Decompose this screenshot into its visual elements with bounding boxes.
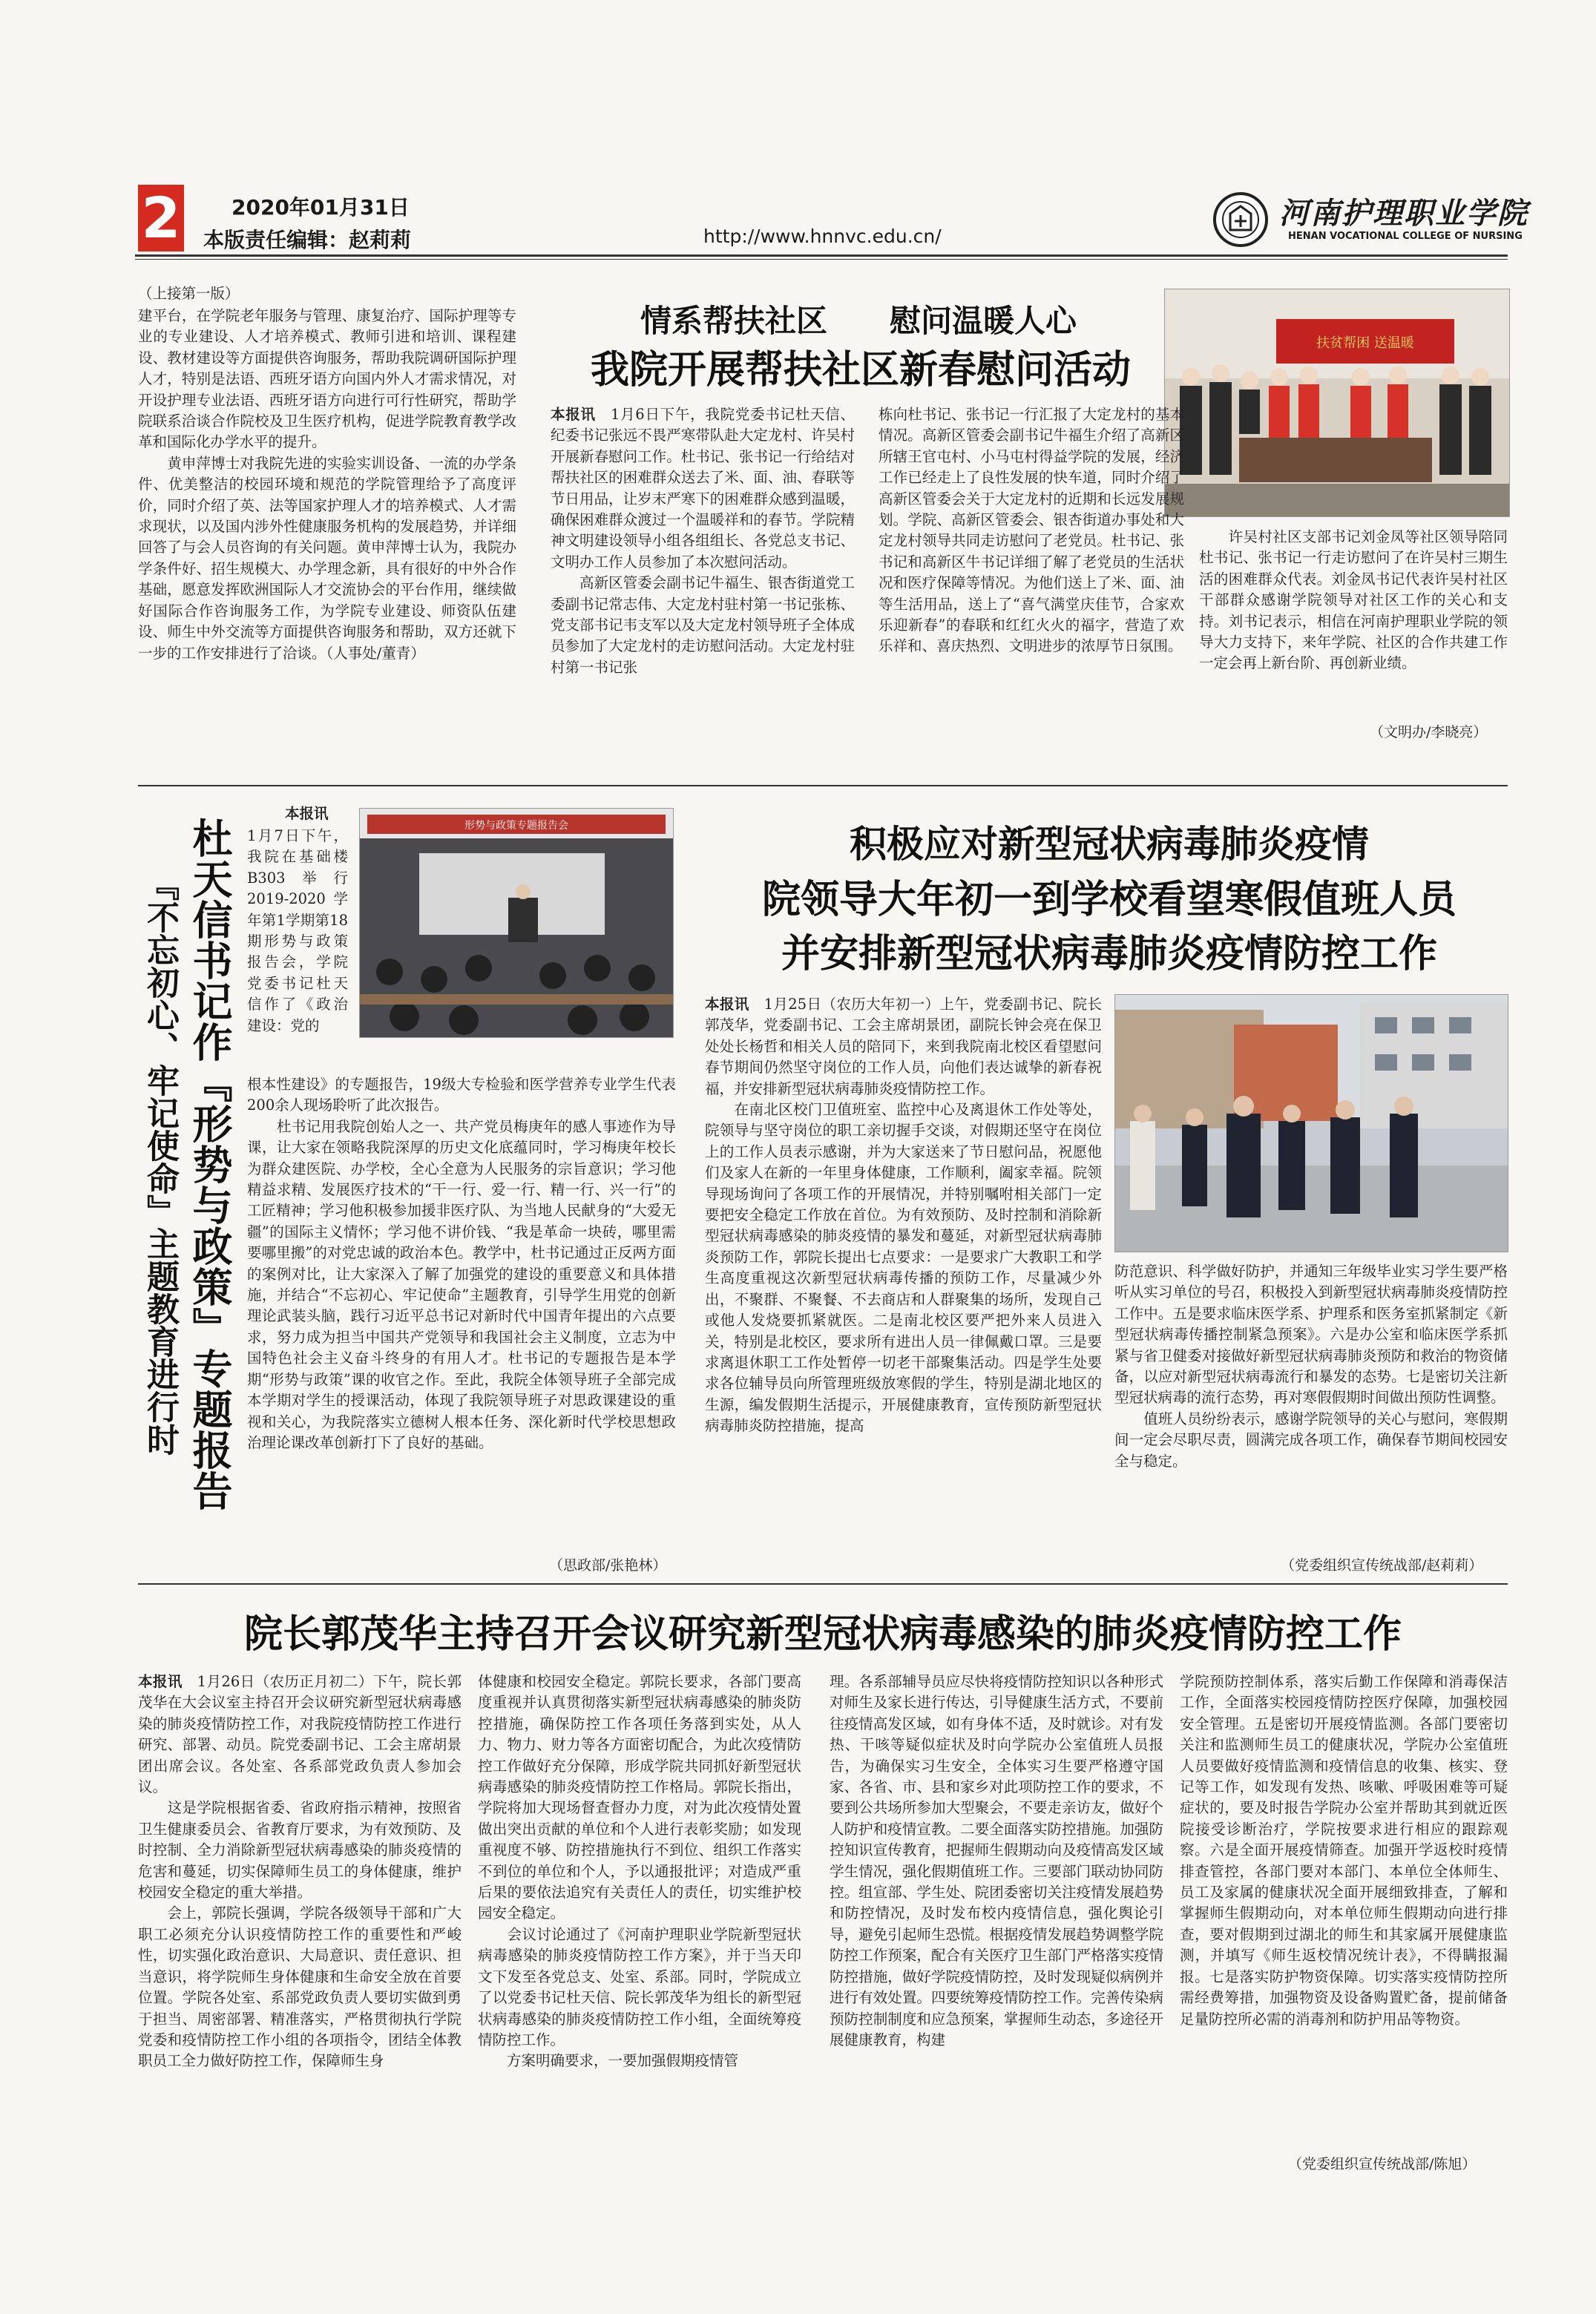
article4-col4: 学院预防控制体系，落实后勤工作保障和消毒保洁工作，全面落实校园疫情防控医疗保障，加强校园安全管理。五是密切开展疫情监测。各部门要密切关注和监测师生员工的健康状况，学院办公室值班人员要做好疫情监测和疫情信息的收集、核实、登记等工作，如发现有发热、咳嗽、呼吸困难等可疑症状的，要及时报告学院办公室并帮助其到就近医院接受诊断治疗，学院按要求进行相应的跟踪观察。六是全面开展疫情筛查。加强开学返校时疫情排查管控，各部门要对本部门、本单位全体师生、员工及家属的健康状况全面开展细致排查，了解和掌握师生假期动向，对本单位师生假期动向进行排查，要对假期到过湖北的师生和其家属开展健康监测，并填写《师生返校情况统计表》，不得瞒报漏报。七是落实防护物资保障。切实落实疫情防控所需经费筹措，加强物资及设备购置贮备，提前储备足量防控所必需的消毒剂和防护用品等物资。 [1180,1673,1508,2028]
photo-screen-text: 形势与政策专题报告会 [464,820,568,832]
article4-lead: 本报讯 [138,1673,183,1690]
school-logo-icon [1212,191,1269,248]
masthead-rule [135,254,1508,257]
article4-col3: 理。各系部辅导员应尽快将疫情防控知识以各种形式对师生及家长进行传达，引导健康生活方式，不要前往疫情高发区域，如有身体不适，及时就诊。对有发热、干咳等疑似症状及时向学院办公室值班人员报告，为确保实习生安全，全体实习生要严格遵守国家、各省、市、县和家乡对此项防控工作的要求，不要到公共场所参加大型聚会，不要走亲访友，做好个人防护和疫情宣教。二要全面落实防控措施。加强防控知识宣传教育，把握师生假期动向及疫情高发区域学生情况，强化假期值班工作。三要部门联动协同防控。组宣部、学生处、院团委密切关注疫情发展趋势和防控情况，及时发布校内疫情信息，强化舆论引导，避免引起师生恐慌。根据疫情发展趋势调整学院防控工作预案，配合有关医疗卫生部门严格落实疫情防控措施，做好学院疫情防控，及时发现疑似病例并进行有效处置。四要统筹疫情防控工作。完善传染病预防控制制度和应急预案，掌握师生动态，多途径开展健康教育，构建 [830,1673,1163,2048]
issue-date: 2020年01月31日 [231,195,410,220]
page-number: 2 [141,185,181,251]
article3-title1: 积极应对新型冠状病毒肺炎疫情 [850,823,1369,866]
article2-lead: 本报讯 [285,805,329,822]
article4-col1-text: 1月26日（农历正月初二）下午，院长郭茂华在大会议室主持召开会议研究新型冠状病毒感染的肺炎疫情防控工作，对我院疫情防控工作进行研究、部署、动员。院党委副书记、工会主席胡景团出席会议。各处室、各系部党政负责人参加会议。 这是学院根据省委、省政府指示精神，按照省卫生健康委员会、省教育厅要求，为有效预防、及时控制、全力消除新型冠状病毒感染的肺炎疫情的危害和蔓延，切实保障师生员工的身体健康，维护校园安全稳定的重大举措。 会上，郭院长强调，学院各级领导干部和广大职工必须充分认识疫情防控工作的重要性和严峻性，切实强化政治意识、大局意识、责任意识、担当意识，将学院师生身体健康和生命安全放在首要位置。学院各处室、系部党政负责人要切实做到勇于担当、周密部署、精准落实，严格贯彻执行学院党委和疫情防控工作小组的各项指令，团结全体教职员工全力做好防控工作，保障师生身 [138,1673,462,2070]
article1-col-c: 许吴村社区支部书记刘金凤等社区领导陪同杜书记、张书记一行走访慰问了在许吴村三期生活的困难群众代表。刘金凤书记代表许吴村社区干部群众感谢学院领导对社区工作的关心和支持。刘书记表示，相信在河南护理职业学院的领导大力支持下，来年学院、社区的合作共建工作一定会再上新台阶、再创新业绩。 [1199,528,1508,672]
article2-side: 1月7日下午，我院在基础楼B303举行2019-2020学年第1学期第18期形势与政策报告会，学院党委书记杜天信作了《政治建设：党的 [247,827,348,1034]
section-rule-2 [138,1583,1508,1585]
continued-label: （上接第一版） [138,285,240,302]
article1-title2: 我院开展帮扶社区新春慰问活动 [590,348,1131,392]
article3-photo [1114,994,1508,1252]
article3-top-text: 1月25日（农历大年初一）上午，党委副书记、院长郭茂华，党委副书记、工会主席胡景团，副院长钟会亮在保卫处处长杨哲和相关人员的陪同下，来到我院南北校区看望慰问春节期间仍然坚守岗位的工作人员，向他们表达诚挚的新春祝福，并安排新型冠状病毒肺炎疫情防控工作。 在南北区校门卫值班室、监控中心及离退休工作处等处，院领导与坚守岗位的职工亲切握手交谈，对假期还坚守在岗位上的工作人员表示感谢，并为大家送来了节日慰问品，祝愿他们及家人在新的一年里身体健康，工作顺利，阖家幸福。院领导现场询问了各项工作的开展情况，并特别嘱咐相关部门一定要把安全稳定工作放在首位。为有效预防、及时控制和消除新型冠状病毒感染的肺炎疫情的暴发和蔓延，对新型冠状病毒肺炎预防工作，郭院长提出七点要求：一是要求广大教职工和学生高度重视这次新型冠状病毒传播的预防工作，尽量减少外出，不聚群、不聚餐、不去商店和人群聚集的场所，发现自己或他人发烧要抓紧就医。二是南北校区要严把外来人员进入关，特别是北校区，要求所有进出人员一律佩戴口罩。三是要求离退休职工工作处暂停一切老干部聚集活动。四是学生处要求各位辅导员向所管理班级放寒假的学生，特别是湖北地区的生源，编发假期生活提示，开展健康教育，宣传预防新型冠状病毒肺炎防控措施，提高 [705,996,1102,1435]
article3-title2: 院领导大年初一到学校看望寒假值班人员 [761,878,1457,922]
section-rule-1 [138,785,1508,786]
article1-photo [1164,289,1510,517]
page-number-badge [138,185,184,252]
article2-body: 根本性建设》的专题报告，19级大专检验和医学营养专业学生代表200余人现场聆听了此次报告。 杜书记用我院创始人之一、共产党员梅庚年的感人事迹作为导课，让大家在领略我院深厚的历史文化底蕴同时，学习梅庚年校长为群众建医院、办学校，全心全意为人民服务的宗旨意识；学习他精益求精、发展医疗技术的“干一行、爱一行、精一行、兴一行”的工匠精神；学习他积极参加援非医疗队、为当地人民献身的“大爱无疆”的国际主义情怀；学习他不讲价钱、“我是革命一块砖，哪里需要哪里搬”的对党忠诚的政治本色。教学中，杜书记通过正反两方面的案例对比，让大家深入了解了加强党的建设的重要意义和具体措施，并结合“不忘初心、牢记使命”主题教育，引导学生用党的创新理论武装头脑，践行习近平总书记对新时代中国青年提出的六点要求，努力成为担当中国共产党领导和我国社会主义制度，立志为中国特色社会主义奋斗终身的有用人才。杜书记的专题报告是本学期“形势与政策”课的收官之作。至此，我院全体领导班子全部完成本学期对学生的授课活动，体现了我院领导班子对思政课建设的重视和关心，为我院落实立德树人根本任务、深化新时代学校思想政治理论课改革创新打下了良好的基础。 [247,1076,676,1451]
page-editor: 本版责任编辑：赵莉莉 [203,228,412,252]
article3-top [705,994,1102,1510]
article1-credit: （文明办/李晓亮） [1370,724,1488,740]
article4-col1 [138,1672,462,2170]
article4-credit: （党委组织宣传统战部/陈旭） [1288,2156,1477,2172]
school-name-cn: 河南护理职业学院 [1279,196,1528,231]
article2-photo [359,808,674,1038]
article1-title1: 情系帮扶社区 慰问温暖人心 [640,303,1077,339]
article1-col-b: 栋向杜书记、张书记一行汇报了大定龙村的基本情况。高新区管委会副书记牛福生介绍了高新区所辖王官屯村、小马屯村得益学院的发展，经济工作已经走上了良性发展的快车道，同时介绍了高新区管委会关于大定龙村的近期和长远发展规划。学院、高新区管委会、银杏街道办事处和大定龙村领导共同走访慰问了老党员。杜书记、张书记和高新区牛书记详细了解了老党员的生活状况和医疗保障等情况。为他们送上了米、面、油等生活用品，送上了“喜气满堂庆佳节，合家欢乐迎新春”的春联和红红火火的福字，营造了欢乐祥和、喜庆热烈、文明进步的浓厚节日氛围。 [879,406,1184,655]
article4-title: 院长郭茂华主持召开会议研究新型冠状病毒感染的肺炎疫情防控工作 [243,1612,1402,1657]
site-url[interactable]: http://www.hnnvc.edu.cn/ [703,226,942,247]
masthead-rule-thin [135,259,1508,260]
article3-title3: 并安排新型冠状病毒肺炎疫情防控工作 [781,932,1437,976]
article3-bottom: 防范意识、科学做好防护，并通知三年级毕业实习学生要严格听从实习单位的号召，积极投入到新型冠状病毒肺炎疫情防控工作中。五是要求临床医学系、护理系和医务室抓紧制定《新型冠状病毒传播控制紧急预案》。六是办公室和临床医学系抓紧与省卫健委对接做好新型冠状病毒肺炎预防和救治的物资储备，以应对新型冠状病毒流行和暴发的态势。七是密切关注新型冠状病毒的流行态势，再对寒假假期时间做出预防性调整。 值班人员纷纷表示，感谢学院领导的关心与慰问，寒假期间一定会尽职尽责，圆满完成各项工作，确保春节期间校园安全与稳定。 [1114,1263,1508,1470]
article1-lead: 本报讯 [551,406,596,423]
continued-body: 建平台，在学院老年服务与管理、康复治疗、国际护理等专业的专业建设、人才培养模式、教师引进和培训、课程建设、教材建设等方面提供咨询服务，帮助我院调研国际护理人才，特别是法语、西班牙语方向国内外人才需求情况，对开设护理专业法语、西班牙语方向进行可行性研究，帮助学院联系洽谈合作院校及卫生医疗机构，促进学院教育教学改革和国际化办学水平的提升。 黄申萍博士对我院先进的实验实训设备、一流的办学条件、优美整洁的校园环境和规范的学院管理给予了高度评价，同时介绍了英、法等国家护理人才的培养模式、人才需求现状，以及国内涉外性健康服务机构的发展趋势，并详细回答了与会人员咨询的有关问题。黄申萍博士认为，我院办学条件好、招生规模大、办学理念新，具有很好的中外合作基础，愿意发挥欧洲国际人才交流协会的平台作用，继续做好国际合作咨询服务工作，为学院专业建设、师资队伍建设、师生中外交流等方面提供咨询服务和帮助，双方还就下一步的工作安排进行了洽谈。（人事处/董青） [138,307,516,662]
article2-title-line1: 杜天信书记作『形势与政策』专题报告 [186,818,233,1511]
article1-col-a-text: 1月6日下午，我院党委书记杜天信、纪委书记张远不畏严寒带队赴大定龙村、许吴村开展新春慰问工作。杜书记、张书记一行给结对帮扶社区的困难群众送去了米、面、油、春联等节日用品，让岁末严寒下的困难群众感到温暖，确保困难群众渡过一个温暖祥和的春节。学院精神文明建设领导小组各组组长、各党总支书记、文明办工作人员参加了本次慰问活动。 高新区管委会副书记牛福生、银杏街道党工委副书记常志伟、大定龙村驻村第一书记张栋、党支部书记韦支军以及大定龙村领导班子全体成员参加了大定龙村的走访慰问活动。大定龙村驻村第一书记张 [551,406,855,676]
article3-lead: 本报讯 [705,996,749,1013]
school-name-en: HENAN VOCATIONAL COLLEGE OF NURSING [1288,231,1523,242]
photo-banner-text: 扶贫帮困 送温暖 [1316,335,1414,351]
article4-col2: 体健康和校园安全稳定。郭院长要求，各部门要高度重视并认真贯彻落实新型冠状病毒感染的肺炎防控措施，确保防控工作各项任务落到实处，从人力、物力、财力等各方面密切配合，为此次疫情防控工作做好充分保障，形成学院共同抓好新型冠状病毒感染的肺炎疫情防控工作格局。郭院长指出，学院将加大现场督查督办力度，对为此次疫情处置做出突出贡献的单位和个人进行表彰奖励；如发现重视度不够、防控措施执行不到位、组织工作落实不到位的单位和个人，予以通报批评；对造成严重后果的要依法追究有关责任人的责任，切实维护校园安全稳定。 会议讨论通过了《河南护理职业学院新型冠状病毒感染的肺炎疫情防控工作方案》，并于当天印文下发至各党总支、处室、系部。同时，学院成立了以党委书记杜天信、院长郭茂华为组长的新型冠状病毒感染的肺炎疫情防控工作小组，全面统筹疫情防控工作。 方案明确要求，一要加强假期疫情管 [478,1673,801,2070]
article2-credit: （思政部/张艳林） [549,1557,667,1574]
article1-col-a [551,404,855,775]
article2-title-line2: 『不忘初心、牢记使命』主题教育进行时 [141,868,179,1456]
article3-credit: （党委组织宣传统战部/赵莉莉） [1281,1557,1483,1574]
